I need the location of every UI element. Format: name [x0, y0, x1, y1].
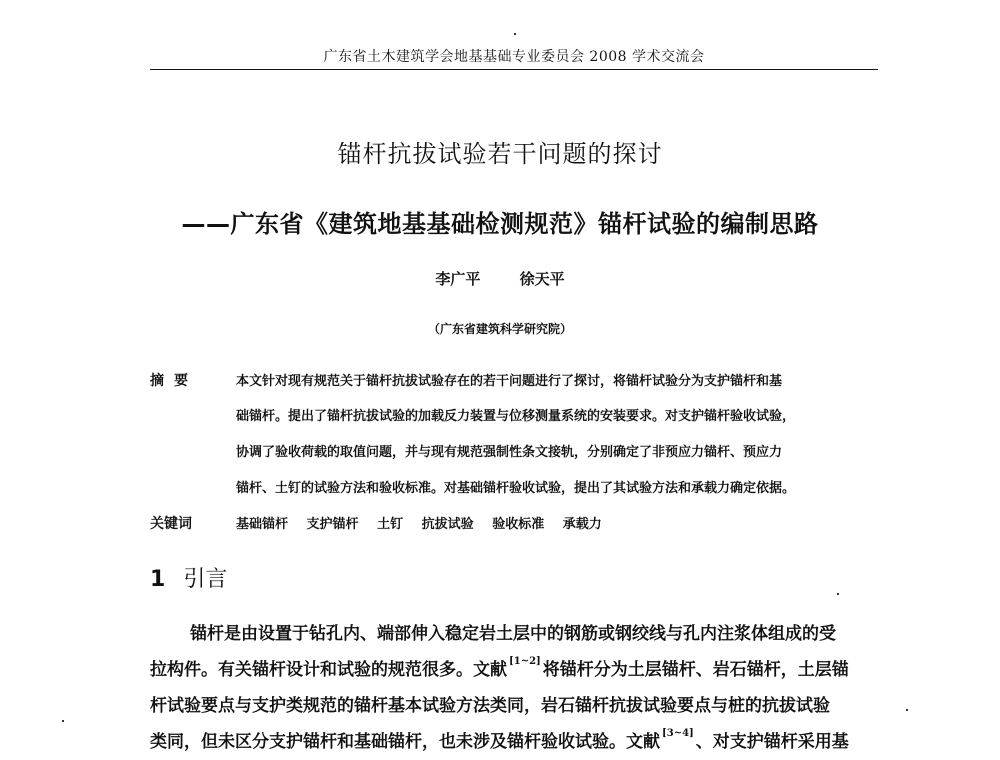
paper-title: 锚杆抗拔试验若干问题的探讨	[337, 140, 663, 168]
body-line: 锚杆是由设置于钻孔内、端部伸入稳定岩土层中的钢筋或钢绞线与孔内注浆体组成的受	[190, 624, 836, 644]
section-heading	[150, 562, 227, 593]
conference-header: 广东省土木建筑学会地基基础专业委员会 2008 学术交流会	[323, 49, 705, 65]
abstract-line: 本文针对现有规范关于锚杆抗拔试验存在的若干问题进行了探讨，将锚杆试验分为支护锚杆和基	[236, 374, 783, 389]
citation: [1~2]	[509, 656, 541, 668]
keyword: 基础锚杆	[236, 517, 289, 532]
body-text: 将锚杆分为土层锚杆、岩石锚杆，土层锚	[542, 660, 849, 680]
scan-speck	[514, 33, 516, 35]
header-rule	[150, 69, 878, 70]
scan-speck	[837, 593, 839, 595]
body-text: 拉构件。有关锚杆设计和试验的规范很多。文献	[150, 660, 507, 680]
keyword: 土钉	[377, 517, 404, 532]
abstract-line: 础锚杆。提出了锚杆抗拔试验的加载反力装置与位移测量系统的安装要求。对支护锚杆验收试验，	[236, 409, 796, 424]
author-name: 李广平	[435, 270, 481, 288]
scan-speck	[906, 709, 908, 711]
author-name: 徐天平	[519, 270, 565, 288]
section-number: 1	[150, 567, 166, 592]
paper-subtitle: ——广东省《建筑地基基础检测规范》锚杆试验的编制思路	[181, 210, 819, 238]
scan-speck	[62, 720, 64, 722]
body-text: 类同，但未区分支护锚杆和基础锚杆，也未涉及锚杆验收试验。文献	[150, 732, 660, 752]
abstract-label: 摘要	[150, 373, 198, 389]
keywords-label: 关键词	[150, 516, 192, 532]
abstract-line: 锚杆、土钉的试验方法和验收标准。对基础锚杆验收试验，提出了其试验方法和承载力确定依据。	[236, 481, 796, 496]
keyword: 抗拔试验	[421, 517, 474, 532]
abstract-line: 协调了验收荷载的取值问题，并与现有规范强制性条文接轨，分别确定了非预应力锚杆、预应力	[236, 445, 783, 460]
keyword: 验收标准	[492, 517, 545, 532]
keywords-list	[236, 513, 616, 532]
body-line: 杆试验要点与支护类规范的锚杆基本试验方法类同，岩石锚杆抗拔试验要点与桩的抗拔试验	[150, 696, 830, 716]
authors	[0, 268, 1000, 289]
keyword: 支护锚杆	[306, 517, 359, 532]
body-line	[150, 727, 849, 752]
citation: [3~4]	[662, 728, 694, 740]
keyword: 承载力	[562, 517, 602, 532]
body-text: 、对支护锚杆采用基	[695, 732, 849, 752]
body-line	[150, 655, 849, 680]
section-title: 引言	[183, 567, 228, 592]
affiliation: （广东省建筑科学研究院）	[427, 322, 572, 336]
